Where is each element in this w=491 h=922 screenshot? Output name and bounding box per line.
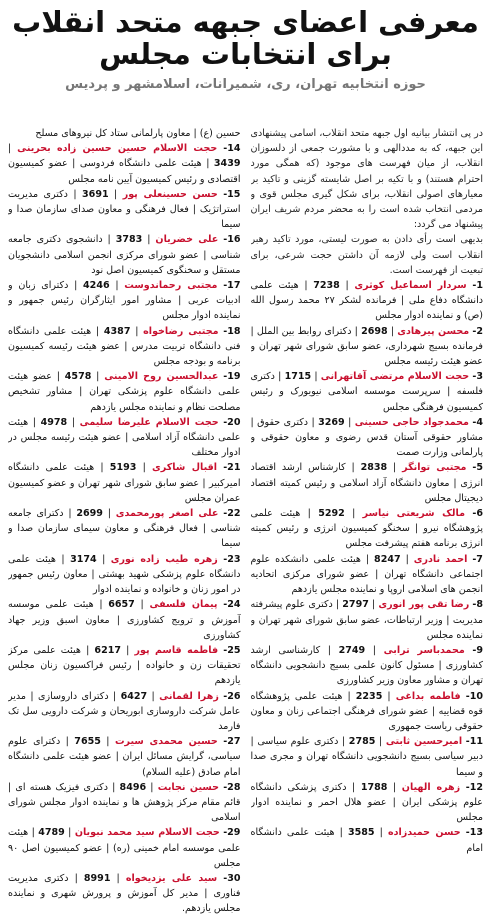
member-description: دکترای جامعه شناسی | فعال فرهنگی و معاون سیمای سازمان صدا و سیما [8,508,241,550]
member-description: دکتری حقوق | مشاور حقوقی آستان قدس رضوی و معاون حقوقی و پارلمانی وزارت صمت [250,416,483,459]
member-description: هیئت علمی موسسه امام خمینی (ره) | عضو کمیسیون اصل ۹۰ مجلس [8,827,241,869]
member-number: 30- [223,872,241,884]
member-name: محسن پیرهادی [397,325,470,337]
member-name: فاطمه قاسم پور [134,644,219,656]
member-description: هیئت علمی پژوهشگاه نیرو | سخنگو کمیسیون انرژی و رئیس کمیته انرژی برنامه هفتم پیشرفت مجلس [250,508,483,550]
member-name: امیرحسین ثابتی [385,736,463,748]
separator: | [96,553,106,565]
member-votes: 2698 [361,325,388,337]
member-name: مجتبی رحماندوست [124,280,218,292]
member-description: دکتری فیزیک هسته ای | قائم مقام مرکز پژوهش ها و نماینده ادوار مجلس شورای اسلامی [8,781,241,824]
member-number: 21- [223,462,241,474]
separator: | [102,234,116,246]
member-description: دکتری علوم سیاسی | دبیر سیاسی بسیج دانشجویی دانشگاه تهران و مجری صدا و سیما [250,736,483,778]
member-number: 8- [472,599,483,611]
member-votes: 1715 [284,371,312,383]
member-name: سید علی یزدیخواه [125,872,218,884]
member-name: حسین محمدی سیرت [114,736,218,748]
member-name: حجت الاسلام مرتضی آقاتهرانی [320,371,470,383]
separator: | [374,827,383,839]
member-name: فاطمه بداغی [395,690,461,702]
member-votes: 3174 [70,553,97,565]
member-entry [251,825,484,855]
member-name: علی اصغر پورمحمدی [115,508,219,520]
separator: | [60,736,75,748]
member-number: 22- [223,508,241,520]
member-entry [8,141,241,187]
separator: | [344,416,352,428]
member-name: مجتبی توانگر [402,462,467,474]
separator: | [28,827,39,839]
separator: | [274,371,285,383]
separator: | [136,462,146,474]
member-description: کارشناسی ارشد کشاورزی | مسئول کانون علمی بسیج دانشجویی دانشگاه تهران و مشاور معاون وزیر کشاورزی [250,644,483,687]
member-votes: 2797 [342,599,369,611]
separator: | [339,280,349,292]
separator: | [147,690,155,702]
member-description: حسین (ع) | معاون پارلمانی ستاد کل نیروهای مسلح [35,128,241,139]
separator: | [298,280,314,292]
separator: | [107,781,120,793]
member-description: هیئت علمی دانشگاه آزاد اسلامی | عضو هیئت رئیسه مجلس در ادوار مختلف [8,416,241,459]
member-entry [251,369,484,415]
member-votes: 5193 [109,462,137,474]
member-description: هیئت علمی دانشکده علوم اجتماعی دانشگاه تهران | عضو شورای مرکزی اتحادیه انجمن های اسلامی اروپا و نماینده مجلس یازدهم [250,553,483,596]
separator: | [109,280,119,292]
member-entry [8,324,241,370]
separator: | [94,462,110,474]
member-entry [8,552,241,598]
member-number: 5- [472,462,483,474]
article-columns [8,126,483,922]
member-votes: 6427 [120,690,148,702]
member-description: عضو هیئت علمی دانشگاه علوم پزشکی تهران | مشاور تشخیص مصلحت نظام و نماینده مجلس یازدهم [8,371,241,413]
member-number: 1- [472,280,483,292]
separator: | [80,644,95,656]
separator: | [130,325,139,337]
separator: | [346,781,361,793]
separator: | [375,736,383,748]
separator: | [55,553,71,565]
separator: | [121,644,130,656]
separator: | [311,371,318,383]
member-entry [8,780,241,826]
member-description: کارشناس ارشد اقتصاد انرژی | معاون دانشگاه آزاد اسلامی و رئیس کمیته اقتصاد دیجیتال مجلس [250,462,483,504]
member-entry [8,597,241,643]
headline-line-1: معرفی اعضای جبهه متحد انقلاب [12,5,479,39]
headline [8,6,483,71]
member-votes: 2785 [348,736,376,748]
member-name: زهرا لقمانی [159,690,219,702]
member-description: دکتری علوم پیشرفته مدیریت | وزیر ارتباطات، عضو سابق شورای شهر تهران و نماینده مجلس [250,599,483,641]
member-votes: 6657 [108,599,135,611]
member-number: 7- [472,553,483,565]
member-entry [8,278,241,324]
separator: | [8,143,12,155]
member-description: هیئت علمی مرکز تحقیقات زن و خانواده | رئیس فراکسیون زنان مجلس یازدهم [8,644,241,687]
separator: | [382,690,391,702]
member-votes: 2838 [360,462,388,474]
separator: | [345,462,361,474]
member-number: 9- [472,644,483,656]
member-number: 10- [465,690,483,702]
separator: | [63,508,77,520]
member-votes: 3691 [82,188,109,200]
member-name: اقبال شاکری [152,462,217,474]
member-entry [251,689,484,735]
member-name: محمدباسر ترابی [383,644,465,656]
member-votes: 1788 [360,781,388,793]
separator: | [110,872,120,884]
separator: | [142,234,151,246]
member-votes: 3439 [213,158,241,170]
member-entry [8,232,241,278]
member-description: هیئت علمی موسسه آموزش و ترویج کشاورزی | معاون اسبق وزیر جهاد کشاورزی [8,599,241,641]
member-number: 15- [223,188,241,200]
member-votes: 4246 [83,280,110,292]
separator: | [308,416,319,428]
separator: | [93,599,109,611]
separator: | [342,690,356,702]
separator: | [100,736,110,748]
member-name: علی خضریان [155,234,219,246]
member-entry [251,597,484,643]
member-votes: 7655 [74,736,101,748]
member-description: دانشجوی دکتری جامعه شناسی | عضو شورای مرکزی انجمن اسلامی دانشجویان مستقل و سخنگوی کمیسیون اصل نود [8,234,241,276]
separator: | [332,599,343,611]
member-name: مالک شریعتی نیاسر [362,508,466,520]
separator: | [360,553,375,565]
separator: | [68,280,84,292]
intro-paragraph: در پی انتشار بیانیه اول جبهه متحد انقلاب، اسامی پیشنهادی این جبهه، که به مددالهی و با مشورت جمعی از دلسوزان انقلاب، از میان فهرست های موجود (که همگی مورد احترام هستند) و با تکیه بر اصل شایسته گزینی و تاکید بر معیارهای اصولی انقلاب، برای شکل گیری مجلس قوی و مردمی انتخاب شده است را به محضر مردم شریف ایران پیشنهاد می گردد: [250,128,483,231]
member-votes: 8496 [119,781,147,793]
member-votes: 2749 [338,644,366,656]
member-number: 14- [223,143,241,155]
subtitle: حوزه انتخابیه تهران، ری، شمیرانات، اسلامشهر و پردیس [65,76,426,92]
separator: | [64,827,72,839]
member-entry [251,643,484,689]
member-name: حجت الاسلام سید محمد نبویان [74,827,220,839]
member-votes: 3269 [318,416,345,428]
separator: | [67,188,83,200]
separator: | [387,462,397,474]
member-number: 11- [465,736,483,748]
member-number: 4- [472,416,483,428]
member-votes: 4578 [64,371,92,383]
member-votes: 4387 [103,325,131,337]
member-votes: 4978 [40,416,68,428]
member-name: پیمان فلسفی [149,599,218,611]
member-number: 27- [223,736,241,748]
member-name: رضا تقی پور انوری [378,599,470,611]
separator: | [28,416,41,428]
member-number: 26- [223,690,241,702]
intro-paragraph: بدیهی است رأی دادن به صورت لیستی، مورد تاکید رهبر انقلاب است ولی لازمه آن داشتن حجت شرعی، برای تبعیت از فهرست است. [250,234,483,276]
separator: | [201,158,214,170]
separator: | [91,371,100,383]
headline-line-2: برای انتخابات مجلس [99,37,392,72]
member-number: 3- [472,371,483,383]
member-name: حسن حسینعلی پور [122,188,218,200]
separator: | [108,188,118,200]
member-name: حسین نجابت [157,781,220,793]
member-name: حجت الاسلام حسین حسین زاده بحرینی [17,143,218,155]
member-entry [251,324,484,370]
member-number: 12- [465,781,483,793]
member-votes: 2699 [76,508,103,520]
member-number: 20- [223,416,241,428]
separator: | [387,325,395,337]
member-entry [251,278,484,324]
member-number: 13- [465,827,483,839]
separator: | [68,872,84,884]
member-description: دکتری مدیریت استراتژیک | فعال فرهنگی و معاون صدای سازمان صدا و سیما [8,188,241,231]
member-number: 19- [223,371,241,383]
member-votes: 8991 [83,872,111,884]
member-description: هیئت علمی دانشگاه فنی دانشگاه تربیت مدرس | عضو هیئت رئیسه کمیسیون برنامه و بودجه مجلس [8,325,241,368]
separator: | [400,553,409,565]
separator: | [338,736,349,748]
separator: | [91,325,104,337]
member-entry [8,187,241,233]
member-entry [251,506,484,552]
member-name: عبدالحسین روح الامینی [104,371,219,383]
separator: | [102,508,111,520]
member-entry [8,506,241,552]
member-entry [251,552,484,598]
member-entry [251,415,484,461]
member-name: زهره الهیان [401,781,461,793]
separator: | [51,371,65,383]
separator: | [146,781,154,793]
member-number: 2- [472,325,483,337]
member-votes: 8247 [374,553,401,565]
member-number: 25- [223,644,241,656]
member-entry [251,780,484,826]
member-name: حسن حمیدزاده [388,827,461,839]
member-name: احمد نادری [413,553,468,565]
member-number: 16- [223,234,241,246]
member-description: هیئت علمی دانشگاه علوم پزشکی شهید بهشتی | معاون رئیس جمهور در امور زنان و خانواده و نماینده ادوار [8,553,241,596]
separator: | [387,781,397,793]
member-description: دکترای زبان و ادبیات عربی | مشاور امور ایثارگران رئیس جمهور و نماینده ادوار مجلس [8,280,241,322]
separator: | [344,508,356,520]
member-description: هیئت علمی دانشگاه امام [250,827,483,854]
member-entry [8,460,241,506]
member-entry [251,460,484,506]
separator: | [368,599,376,611]
separator: | [134,599,144,611]
member-entry [8,734,241,780]
member-number: 23- [223,553,241,565]
right-column [251,126,484,922]
separator: | [351,325,362,337]
member-name: مجتبی رضاخواه [143,325,219,337]
member-entry [8,415,241,461]
member-description: دکتری فلسفه | سرپرست موسسه اسلامی نیویورک و رئیس کمیسیون فرهنگی مجلس [250,371,483,413]
member-entry [8,369,241,415]
member-description: هیئت علمی پژوهشگاه قوه قضاییه | عضو شورای فرهنگی اجتماعی زنان و معاون حقوقی ریاست جمهوری [250,690,483,732]
member-entry [8,825,241,871]
member-description: دکترای علوم سیاسی، گرایش مسائل ایران | عضو هیئت علمی دانشگاه امام صادق (علیه السلام) [8,736,241,778]
left-column [8,126,241,922]
member-entry [8,689,241,735]
member-votes: 3585 [347,827,375,839]
member-number: 24- [223,599,241,611]
separator: | [365,644,377,656]
member-entry [8,643,241,689]
member-number: 29- [223,827,241,839]
member-number: 6- [472,508,483,520]
separator: | [67,416,76,428]
separator: | [108,690,121,702]
separator: | [300,508,319,520]
member-number: 28- [223,781,241,793]
member-number: 18- [223,325,241,337]
member-number: 17- [223,280,241,292]
member-votes: 6217 [94,644,121,656]
member-description: دکترای داروسازی | مدیر عامل شرکت داروسازی ابوریحان و شرکت دارویی سل تک فارمد [8,690,241,732]
member-description: هیئت علمی دانشگاه امیرکبیر | عضو سابق شورای شهر تهران و عضو کمیسیون عمران مجلس [8,462,241,504]
separator: | [320,644,339,656]
member-votes: 5292 [318,508,345,520]
member-description: دکتری پزشکی دانشگاه علوم پزشکی ایران | عضو هلال احمر و نماینده ادوار مجلس [250,781,483,824]
member-name: سردار اسماعیل کوثری [354,280,467,292]
member-entry [251,734,484,780]
member-votes: 3783 [115,234,143,246]
member-entry [8,126,241,141]
member-name: حجت الاسلام علیرضا سلیمی [79,416,219,428]
member-votes: 4789 [38,827,65,839]
member-description: دکترای روابط بین الملل | فرمانده بسیج شهرداری، عضو سابق شورای شهر تهران و عضو هیئت رئیسه مجلس [250,325,483,368]
member-votes: 2235 [355,690,383,702]
member-description: دکتری مدیریت فناوری | مدیر کل آموزش و پرورش شهری و نماینده مجلس یازدهم. [8,872,241,915]
member-name: زهره طیب زاده نوری [110,553,218,565]
member-entry [8,871,241,917]
member-votes: 7238 [313,280,340,292]
member-description: هیئت علمی دانشگاه دفاع ملی | فرمانده لشکر ۲۷ محمد رسول الله (ص) و نماینده ادوار مجلس [250,280,483,322]
member-name: محمدجواد حاجی حسینی [354,416,469,428]
member-description: هیئت علمی دانشگاه فردوسی | عضو کمیسیون اقتصادی و رئیس کمیسیون آیین نامه مجلس [8,158,241,185]
separator: | [334,827,348,839]
